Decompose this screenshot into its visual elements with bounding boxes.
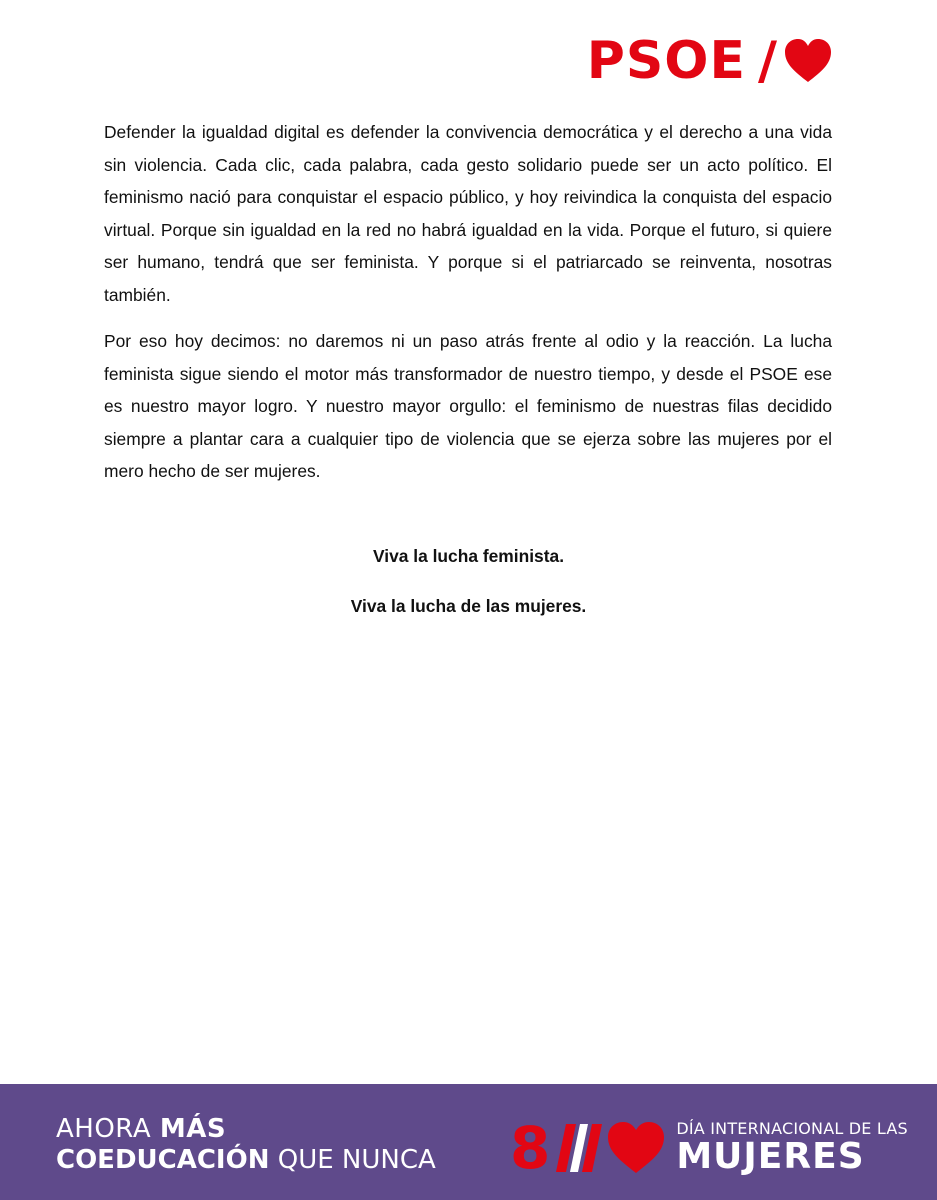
event-line-1: DÍA INTERNACIONAL DE LAS bbox=[676, 1119, 908, 1138]
slogan-line-1 bbox=[56, 1114, 436, 1144]
event-line-2: MUJERES bbox=[676, 1136, 865, 1177]
closing-line-1: Viva la lucha feminista. bbox=[372, 546, 565, 566]
m-letter-icon bbox=[552, 1122, 604, 1174]
slogan-word-ahora: AHORA bbox=[56, 1114, 152, 1144]
event-text bbox=[676, 1120, 908, 1176]
event-number: 8 bbox=[510, 1114, 551, 1182]
paragraph-2: Por eso hoy decimos: no daremos ni un paso atrás frente al odio y la reacción. La lucha feminista sigue siendo el motor más transformador de nuestro tiempo, y desde el PSOE ese es nuestro mayor logro. Y nuestro mayor orgullo: el feminismo de nuestras filas decidido siempre a plantar cara a cualquier tipo de violencia que se ejerza sobre las mujeres por el mero hecho de ser mujeres. bbox=[104, 331, 832, 481]
psoe-logo bbox=[586, 31, 833, 91]
footer-slogan bbox=[56, 1114, 436, 1176]
logo-slash: / bbox=[758, 31, 777, 91]
body-text bbox=[104, 116, 832, 502]
slogan-word-mas: MÁS bbox=[159, 1114, 227, 1144]
footer-banner bbox=[0, 1084, 937, 1200]
heart-icon bbox=[606, 1121, 666, 1175]
slogan-word-que-nunca: QUE NUNCA bbox=[277, 1145, 436, 1175]
closing-line-2: Viva la lucha de las mujeres. bbox=[350, 596, 587, 616]
logo-text: PSOE bbox=[586, 31, 746, 91]
event-logo-8m bbox=[510, 1114, 908, 1182]
slogan-line-2 bbox=[56, 1144, 436, 1176]
heart-shape bbox=[785, 39, 831, 82]
event-heart-shape bbox=[608, 1122, 664, 1173]
paragraph-1: Defender la igualdad digital es defender la convivencia democrática y el derecho a una vida sin violencia. Cada clic, cada palabra, cada gesto solidario puede ser un acto político. El feminismo nació para conquistar el espacio público, y hoy reivindica la conquista del espacio virtual. Porque sin igualdad en la red no habrá igualdad en la vida. Porque el futuro, si quiere ser humano, tendrá que ser feminista. Y porque si el patriarcado se reinventa, nosotras también. bbox=[104, 122, 832, 305]
heart-icon bbox=[783, 38, 833, 84]
slogan-word-coeducacion: COEDUCACIÓN bbox=[56, 1145, 270, 1175]
